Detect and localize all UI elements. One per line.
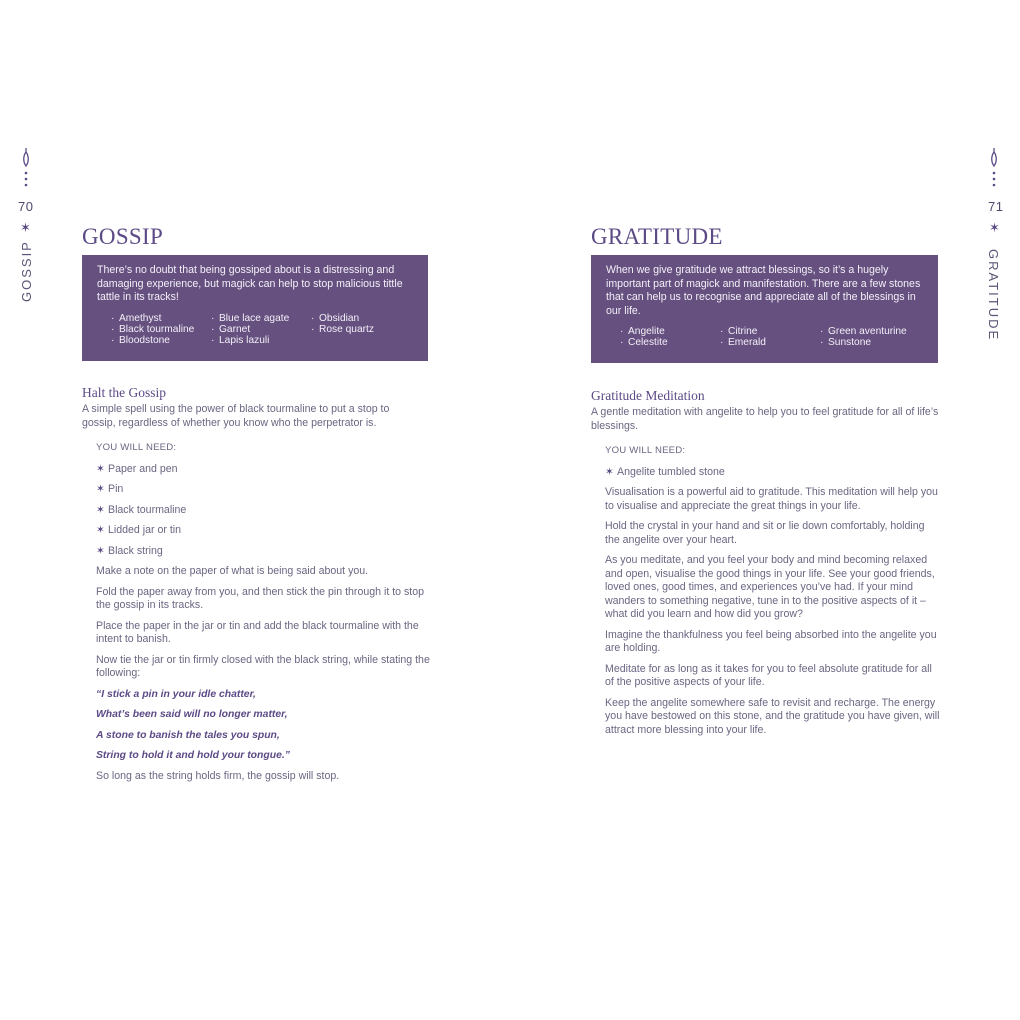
- stone-item: · Citrine: [720, 326, 820, 337]
- stone-item: · Obsidian: [311, 313, 411, 324]
- list-item: [96, 504, 434, 518]
- verse-line: “I stick a pin in your idle chatter,: [96, 688, 256, 700]
- star-icon: ✶: [96, 503, 105, 516]
- stone-item: · Angelite: [620, 326, 720, 337]
- intro-box: [82, 255, 428, 361]
- step-paragraph: Now tie the jar or tin firmly closed with the black string, while stating the following:: [96, 653, 430, 679]
- side-label: GOSSIP: [19, 240, 34, 302]
- step-paragraph: Imagine the thankfulness you feel being absorbed into the angelite you are holding.: [605, 628, 937, 654]
- star-icon: ✶: [96, 524, 105, 536]
- stone-item: · Emerald: [720, 337, 820, 348]
- section-subtitle: A gentle meditation with angelite to help you to feel gratitude for all of life’s blessings.: [591, 406, 939, 432]
- you-will-need-label: YOU WILL NEED:: [605, 445, 686, 456]
- intro-text: When we give gratitude we attract blessings, so it’s a hugely important part of magick and manifestation. There are a few stones that can help us to recognise and appreciate all of the blessings in our life.: [606, 264, 921, 317]
- page-title: GOSSIP: [82, 224, 164, 249]
- item-label: Angelite tumbled stone: [617, 465, 725, 478]
- verse-line: What’s been said will no longer matter,: [96, 709, 288, 720]
- stone-list: [111, 313, 413, 346]
- intro-box: [591, 255, 938, 363]
- step-paragraph: Make a note on the paper of what is being said about you.: [96, 565, 369, 577]
- closing-paragraph: So long as the string holds firm, the gossip will stop.: [96, 769, 340, 782]
- list-item: [605, 466, 942, 480]
- section-heading: Gratitude Meditation: [591, 388, 705, 403]
- moon-drop-ornament-icon: [987, 148, 1001, 188]
- stone-item: · Amethyst: [111, 313, 211, 324]
- star-icon: ✶: [20, 220, 31, 235]
- star-icon: ✶: [605, 465, 614, 478]
- list-item: [96, 545, 434, 559]
- step-paragraph: Hold the crystal in your hand and sit or lie down comfortably, holding the angelite over your heart.: [605, 520, 925, 546]
- section-subtitle: A simple spell using the power of black tourmaline to put a stop to gossip, regardless of whether you know who the perpetrator is.: [82, 403, 390, 429]
- spell-body: [96, 441, 434, 790]
- stone-column: [311, 313, 411, 346]
- item-label: Pin: [108, 483, 124, 495]
- stone-item: · Green aventurine: [820, 326, 930, 337]
- right-page: [510, 0, 1020, 1020]
- side-label: GRATITUDE: [986, 249, 1001, 342]
- item-label: Black tourmaline: [108, 503, 187, 516]
- step-paragraph: Meditate for as long as it takes for you to feel absolute gratitude for all of the positive aspects of your life.: [605, 662, 932, 688]
- star-icon: ✶: [989, 220, 1000, 235]
- stone-column: [211, 313, 311, 346]
- star-icon: ✶: [96, 544, 105, 557]
- list-item: [96, 524, 434, 538]
- list-item: [96, 483, 434, 497]
- stone-item: · Rose quartz: [311, 324, 411, 335]
- moon-drop-ornament-icon: [19, 148, 33, 188]
- stone-item: · Bloodstone: [111, 335, 211, 346]
- step-paragraph: Visualisation is a powerful aid to gratitude. This meditation will help you to visualise and appreciate the great things in your life.: [605, 486, 938, 512]
- page-number: 71: [988, 199, 1004, 214]
- stone-item: · Garnet: [211, 324, 311, 335]
- step-paragraph: Place the paper in the jar or tin and add the black tourmaline with the intent to banish.: [96, 619, 419, 645]
- verse-line: A stone to banish the tales you spun,: [96, 729, 280, 741]
- step-paragraph: As you meditate, and you feel your body and mind becoming relaxed and open, visualise the good things in your life. See your good friends, loved ones, good times, and experiences you’ve had. If your mind wanders to something negative, tune in to the positive aspects of it – what did you learn and how did you grow?: [605, 554, 935, 620]
- stone-list: [620, 326, 923, 348]
- stone-column: [820, 326, 930, 348]
- item-label: Lidded jar or tin: [108, 524, 182, 536]
- stone-item: · Celestite: [620, 337, 720, 348]
- intro-text: There’s no doubt that being gossiped about is a distressing and damaging experience, but magick can help to stop malicious tittle tattle in its tracks!: [97, 264, 403, 303]
- stone-column: [720, 326, 820, 348]
- stone-column: [111, 313, 211, 346]
- stone-item: · Blue lace agate: [211, 313, 311, 324]
- star-icon: ✶: [96, 483, 105, 495]
- stone-item: · Black tourmaline: [111, 324, 211, 335]
- step-paragraph: Keep the angelite somewhere safe to revisit and recharge. The energy you have bestowed on this stone, and the gratitude you have given, will attract more blessing into your life.: [605, 696, 940, 736]
- item-label: Paper and pen: [108, 462, 178, 475]
- stone-column: [620, 326, 720, 348]
- stone-item: · Lapis lazuli: [211, 335, 311, 346]
- meditation-body: [605, 444, 942, 744]
- star-icon: ✶: [96, 462, 105, 475]
- list-item: [96, 463, 434, 477]
- page-number: 70: [18, 199, 34, 214]
- section-heading: Halt the Gossip: [82, 385, 166, 400]
- page-title: GRATITUDE: [591, 224, 723, 249]
- step-paragraph: Fold the paper away from you, and then stick the pin through it to stop the gossip in its tracks.: [96, 585, 425, 611]
- verse-line: String to hold it and hold your tongue.”: [96, 750, 290, 761]
- you-will-need-label: YOU WILL NEED:: [96, 442, 177, 453]
- item-label: Black string: [108, 544, 163, 557]
- stone-item: · Sunstone: [820, 337, 930, 348]
